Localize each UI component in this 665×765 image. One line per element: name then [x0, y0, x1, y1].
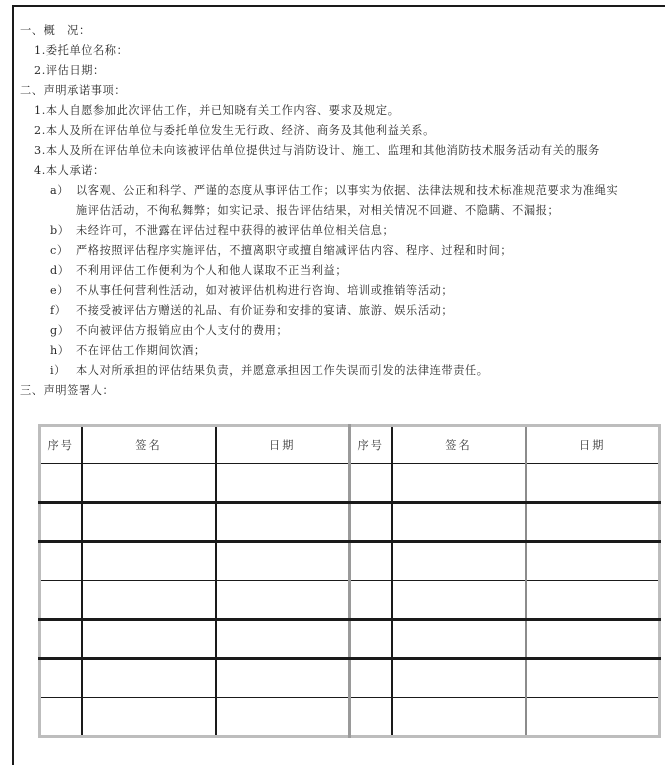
date-cell[interactable] — [526, 503, 660, 542]
date-cell[interactable] — [216, 698, 350, 737]
commitment-d — [50, 264, 347, 278]
commitment-text: 不从事任何营利性活动，如对被评估机构进行咨询、培训或推销等活动； — [76, 284, 454, 297]
serial-cell[interactable] — [350, 620, 392, 659]
table-row — [40, 620, 660, 659]
signature-cell[interactable] — [392, 542, 526, 581]
signature-cell[interactable] — [82, 698, 216, 737]
signature-cell[interactable] — [392, 698, 526, 737]
signature-cell[interactable] — [392, 503, 526, 542]
serial-cell[interactable] — [350, 581, 392, 620]
date-cell[interactable] — [526, 464, 660, 503]
header-date: 日期 — [216, 426, 350, 464]
date-cell[interactable] — [216, 659, 350, 698]
table-row — [40, 581, 660, 620]
commitment-marker: f） — [50, 304, 67, 317]
header-signature: 签名 — [392, 426, 526, 464]
commitment-e — [50, 284, 453, 298]
date-cell[interactable] — [216, 503, 350, 542]
overview-item-date: 2.评估日期： — [34, 64, 105, 77]
serial-cell[interactable] — [350, 542, 392, 581]
date-cell[interactable] — [216, 620, 350, 659]
header-serial-no: 序号 — [350, 426, 392, 464]
commitment-text: 严格按照评估程序实施评估，不擅离职守或擅自缩减评估内容、程序、过程和时间； — [76, 244, 513, 257]
commitment-marker: d） — [50, 264, 70, 277]
table-header-row — [40, 426, 660, 464]
date-cell[interactable] — [526, 698, 660, 737]
date-cell[interactable] — [526, 620, 660, 659]
serial-cell[interactable] — [350, 698, 392, 737]
commitment-a — [50, 184, 618, 198]
section-heading-overview: 一、概 况： — [20, 24, 91, 37]
table-row — [40, 698, 660, 737]
commitment-text: 不接受被评估方赠送的礼品、有价证券和安排的宴请、旅游、娱乐活动； — [76, 304, 454, 317]
signature-cell[interactable] — [82, 659, 216, 698]
date-cell[interactable] — [526, 581, 660, 620]
serial-cell[interactable] — [350, 503, 392, 542]
commitment-text: 不利用评估工作便利为个人和他人谋取不正当利益； — [76, 264, 348, 277]
signature-cell[interactable] — [82, 542, 216, 581]
commitment-h — [50, 344, 206, 358]
signature-cell[interactable] — [392, 620, 526, 659]
serial-cell[interactable] — [350, 659, 392, 698]
section-heading-signatories: 三、声明签署人： — [20, 384, 115, 397]
commitment-marker: a） — [50, 184, 70, 197]
commitment-text: 未经许可，不泄露在评估过程中获得的被评估单位相关信息； — [76, 224, 395, 237]
signature-cell[interactable] — [82, 503, 216, 542]
table-row — [40, 464, 660, 503]
commitment-marker: i） — [50, 364, 66, 377]
table-row — [40, 503, 660, 542]
table-row — [40, 659, 660, 698]
header-signature: 签名 — [82, 426, 216, 464]
commitment-text: 不向被评估方报销应由个人支付的费用； — [76, 324, 289, 337]
signature-cell[interactable] — [392, 464, 526, 503]
commitment-c — [50, 244, 512, 258]
signature-cell[interactable] — [392, 659, 526, 698]
signature-cell[interactable] — [82, 581, 216, 620]
commitment-text: 不在评估工作期间饮酒； — [76, 344, 206, 357]
commitment-text: 本人对所承担的评估结果负责，并愿意承担因工作失误而引发的法律连带责任。 — [76, 364, 489, 377]
commitment-marker: g） — [50, 324, 70, 337]
table-row — [40, 542, 660, 581]
serial-cell[interactable] — [40, 698, 82, 737]
signature-table — [38, 424, 661, 738]
declaration-item-4: 4.本人承诺： — [34, 164, 105, 177]
declaration-item-1: 1.本人自愿参加此次评估工作，并已知晓有关工作内容、要求及规定。 — [34, 104, 400, 117]
overview-item-client: 1.委托单位名称： — [34, 44, 129, 57]
commitment-i — [50, 364, 489, 378]
date-cell[interactable] — [216, 542, 350, 581]
declaration-item-3: 3.本人及所在评估单位未向该被评估单位提供过与消防设计、施工、监理和其他消防技术服务活动有关的服务 — [34, 144, 600, 157]
commitment-marker: b） — [50, 224, 70, 237]
commitment-g — [50, 324, 288, 338]
serial-cell[interactable] — [350, 464, 392, 503]
commitment-a-continued: 施评估活动，不徇私舞弊；如实记录、报告评估结果，对相关情况不回避、不隐瞒、不漏报； — [76, 204, 560, 217]
commitment-marker: e） — [50, 284, 70, 297]
serial-cell[interactable] — [40, 659, 82, 698]
declaration-item-2: 2.本人及所在评估单位与委托单位发生无行政、经济、商务及其他利益关系。 — [34, 124, 435, 137]
date-cell[interactable] — [526, 659, 660, 698]
signature-cell[interactable] — [392, 581, 526, 620]
commitment-b — [50, 224, 394, 238]
serial-cell[interactable] — [40, 620, 82, 659]
commitment-text: 以客观、公正和科学、严谨的态度从事评估工作；以事实为依据、法律法规和技术标准规范要求为准绳实 — [76, 184, 619, 197]
serial-cell[interactable] — [40, 503, 82, 542]
date-cell[interactable] — [526, 542, 660, 581]
serial-cell[interactable] — [40, 581, 82, 620]
header-date: 日期 — [526, 426, 660, 464]
section-heading-declaration: 二、声明承诺事项： — [20, 84, 127, 97]
commitment-marker: c） — [50, 244, 69, 257]
commitment-marker: h） — [50, 344, 70, 357]
commitment-f — [50, 304, 453, 318]
serial-cell[interactable] — [40, 542, 82, 581]
date-cell[interactable] — [216, 581, 350, 620]
signature-cell[interactable] — [82, 620, 216, 659]
header-serial-no: 序号 — [40, 426, 82, 464]
signature-cell[interactable] — [82, 464, 216, 503]
date-cell[interactable] — [216, 464, 350, 503]
serial-cell[interactable] — [40, 464, 82, 503]
